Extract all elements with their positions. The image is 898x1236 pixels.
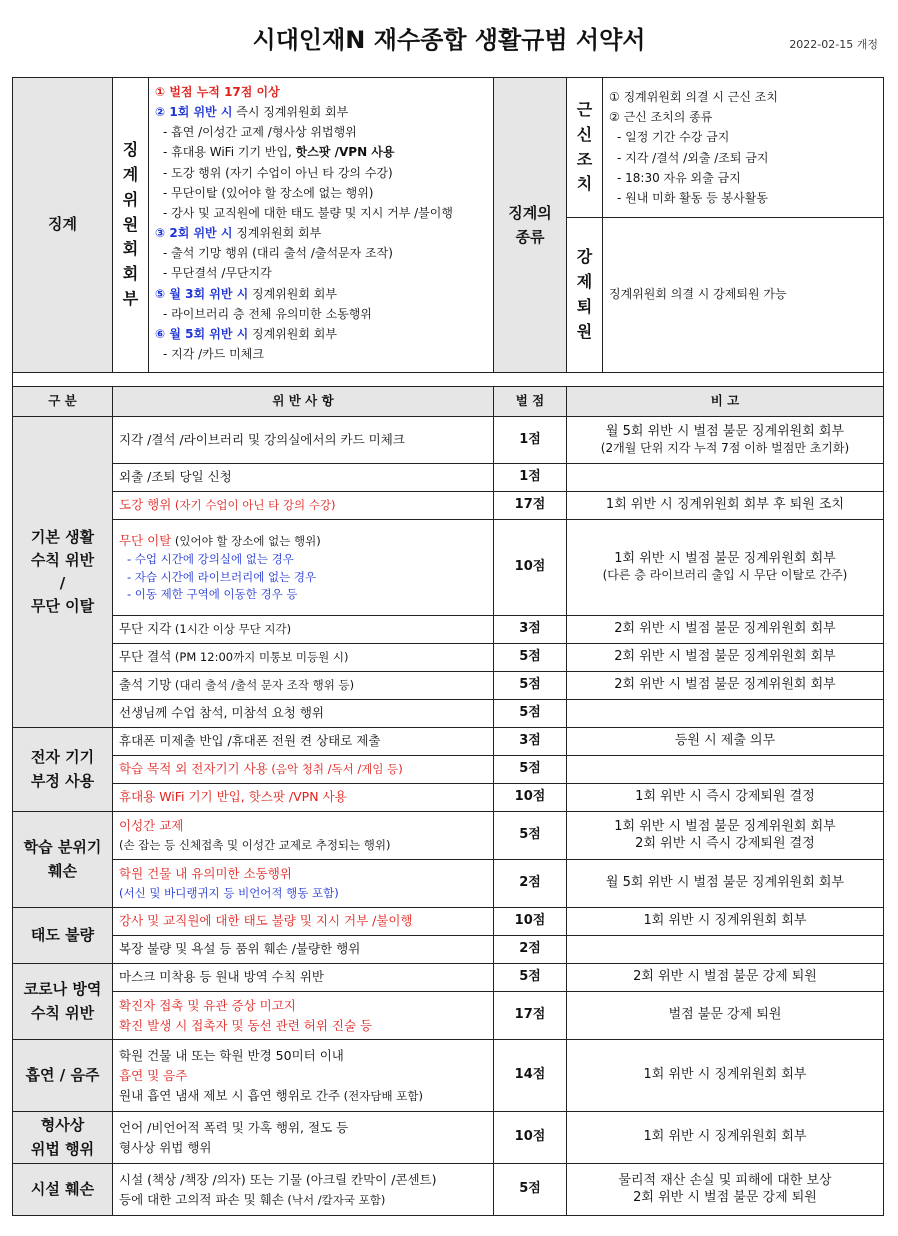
revision-date: 2022-02-15 개정 bbox=[789, 38, 878, 51]
table-row: 도강 행위 (자기 수업이 아닌 타 강의 수강) 17점 1회 위반 시 징계위원회 회부 후 퇴원 조치 bbox=[13, 492, 884, 520]
page-title: 시대인재N 재수종합 생활규범 서약서 bbox=[252, 26, 646, 54]
table-row: 코로나 방역 수칙 위반 마스크 미착용 등 원내 방역 수칙 위반 5점 2회 위반 시 벌점 불문 강제 퇴원 bbox=[13, 964, 884, 992]
header-category: 구 분 bbox=[13, 387, 113, 417]
category-facility: 시설 훼손 bbox=[13, 1164, 113, 1216]
table-row: 확진자 접촉 및 유관 증상 미고지 확진 발생 시 접촉자 및 동선 관련 허위 진술 등 17점 벌점 불문 강제 퇴원 bbox=[13, 992, 884, 1040]
types-label: 징계의 종류 bbox=[494, 78, 567, 373]
table-row: 기본 생활 수칙 위반 / 무단 이탈 지각 /결석 /라이브러리 및 강의실에서의 카드 미체크 1점 월 5회 위반 시 벌점 불문 징계위원회 회부 (2개월 단위 지각 누적 7점 이하 벌점만 초기화) bbox=[13, 417, 884, 464]
table-row: 휴대용 WiFi 기기 반입, 핫스팟 /VPN 사용 10점 1회 위반 시 즉시 강제퇴원 결정 bbox=[13, 784, 884, 812]
table-row: 복장 불량 및 욕설 등 품위 훼손 /불량한 행위 2점 bbox=[13, 936, 884, 964]
header-violation: 위 반 사 항 bbox=[113, 387, 494, 417]
expel-label: 강 제 퇴 원 bbox=[567, 218, 603, 373]
category-device: 전자 기기 부정 사용 bbox=[13, 728, 113, 812]
violation-table bbox=[12, 372, 884, 1216]
table-row: 형사상 위법 행위 언어 /비언어적 폭력 및 가혹 행위, 절도 등 형사상 위법 행위 10점 1회 위반 시 징계위원회 회부 bbox=[13, 1112, 884, 1164]
table-row: 태도 불량 강사 및 교직원에 대한 태도 불량 및 지시 거부 /불이행 10점 1회 위반 시 징계위원회 회부 bbox=[13, 908, 884, 936]
table-row: 선생님께 수업 참석, 미참석 요청 행위 5점 bbox=[13, 700, 884, 728]
header-note: 비 고 bbox=[567, 387, 884, 417]
table-row: 무단 지각 (1시간 이상 무단 지각) 3점 2회 위반 시 벌점 불문 징계위원회 회부 bbox=[13, 616, 884, 644]
probation-items: ① 징계위원회 의결 시 근신 조치 ② 근신 조치의 종류 - 일정 기간 수강 금지 - 지각 /결석 /외출 /조퇴 금지 - 18:30 자유 외출 금지 - 원내 미화 활동 등 봉사활동 bbox=[603, 78, 884, 218]
table-row: 흡연 / 음주 학원 건물 내 또는 학원 반경 50미터 이내 흡연 및 음주 원내 흡연 냄새 제보 시 흡연 행위로 간주 (전자담배 포함) 14점 1회 위반 시 징계위원회 회부 bbox=[13, 1040, 884, 1112]
table-row: 외출 /조퇴 당일 신청 1점 bbox=[13, 464, 884, 492]
table-row: 학습 목적 외 전자기기 사용 (음악 청취 /독서 /게임 등) 5점 bbox=[13, 756, 884, 784]
table-row: 학원 건물 내 유의미한 소동행위 (서신 및 바디랭귀지 등 비언어적 행동 포함) 2점 월 5회 위반 시 벌점 불문 징계위원회 회부 bbox=[13, 860, 884, 908]
table-row: 무단 이탈 (있어야 할 장소에 없는 행위) - 수업 시간에 강의실에 없는 경우 - 자습 시간에 라이브러리에 없는 경우 - 이동 제한 구역에 이동한 경우 등 10점 1회 위반 시 벌점 불문 징계위원회 회부 (다른 층 라이브러리 출입 시 무단 이탈로 간주) bbox=[13, 520, 884, 616]
category-basic: 기본 생활 수칙 위반 / 무단 이탈 bbox=[13, 417, 113, 728]
table-row: 시설 훼손 시설 (책상 /책장 /의자) 또는 기물 (아크릴 칸막이 /콘센트) 등에 대한 고의적 파손 및 훼손 (낙서 /칼자국 포함) 5점 물리적 재산 손실 및 피해에 대한 보상 2회 위반 시 벌점 불문 강제 퇴원 bbox=[13, 1164, 884, 1216]
category-crime: 형사상 위법 행위 bbox=[13, 1112, 113, 1164]
table-row: 전자 기기 부정 사용 휴대폰 미제출 반입 /휴대폰 전원 켠 상태로 제출 3점 등원 시 제출 의무 bbox=[13, 728, 884, 756]
committee-label: 징 계 위 원 회 회 부 bbox=[113, 78, 149, 373]
probation-label: 근 신 조 치 bbox=[567, 78, 603, 218]
category-attitude: 태도 불량 bbox=[13, 908, 113, 964]
table-row: 학습 분위기 훼손 이성간 교제 (손 잡는 등 신체접촉 및 이성간 교제로 추정되는 행위) 5점 1회 위반 시 벌점 불문 징계위원회 회부 2회 위반 시 즉시 강제퇴원 결정 bbox=[13, 812, 884, 860]
header-points: 벌 점 bbox=[494, 387, 567, 417]
discipline-label: 징계 bbox=[13, 78, 113, 373]
table-row: 출석 기망 (대리 출석 /출석 문자 조작 행위 등) 5점 2회 위반 시 벌점 불문 징계위원회 회부 bbox=[13, 672, 884, 700]
table-row: 무단 결석 (PM 12:00까지 미통보 미등원 시) 5점 2회 위반 시 벌점 불문 징계위원회 회부 bbox=[13, 644, 884, 672]
category-corona: 코로나 방역 수칙 위반 bbox=[13, 964, 113, 1040]
committee-rules: ① 벌점 누적 17점 이상 ② 1회 위반 시 즉시 징계위원회 회부 - 흡연 /이성간 교제 /형사상 위법행위 - 휴대용 WiFi 기기 반입, 핫스팟 /VPN 사용 - 도강 행위 (자기 수업이 아닌 타 강의 수강) - 무단이탈 (있어야 할 장소에 없는 행위) - 강사 및 교직원에 대한 태도 불량 및 지시 거부 /불이행 ③ 2회 위반 시 징계위원회 회부 - 출석 기망 행위 (대리 출석 /출석문자 조작) - 무단결석 /무단지각 ⑤ 월 3회 위반 시 징계위원회 회부 - 라이브러리 층 전체 유의미한 소동행위 ⑥ 월 5회 위반 시 징계위원회 회부 - 지각 /카드 미체크 bbox=[149, 78, 494, 373]
category-smoke: 흡연 / 음주 bbox=[13, 1040, 113, 1112]
discipline-table bbox=[12, 77, 884, 373]
category-atmosphere: 학습 분위기 훼손 bbox=[13, 812, 113, 908]
expel-text: 징계위원회 의결 시 강제퇴원 가능 bbox=[603, 218, 884, 373]
